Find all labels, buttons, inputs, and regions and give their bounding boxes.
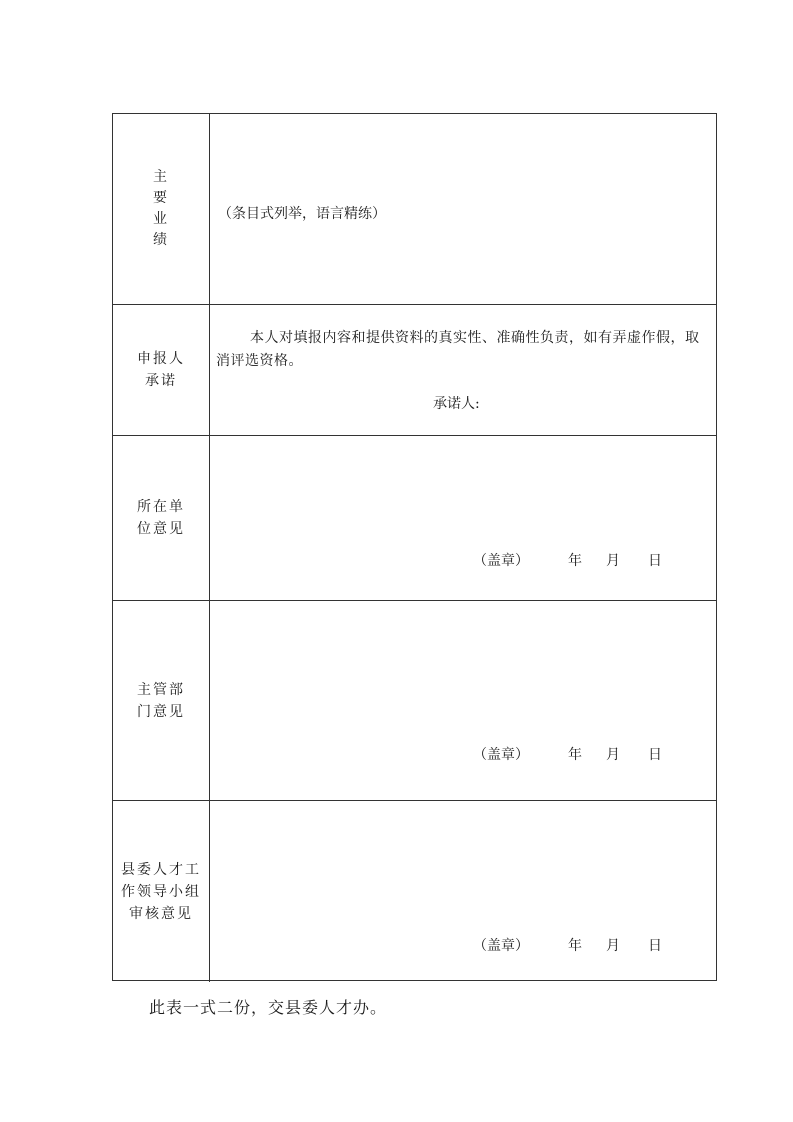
label-cell-committee-opinion	[113, 801, 210, 982]
dept-opinion-label: 主管部 门意见	[137, 681, 185, 720]
pledge-field	[210, 305, 716, 435]
unit-seal-label: （盖章）	[473, 553, 529, 569]
footer-note: 此表一式二份，交县委人才办。	[149, 998, 388, 1017]
label-cell-achievements	[113, 114, 210, 304]
row-achievements	[113, 114, 716, 305]
application-form-table	[112, 113, 717, 981]
committee-opinion-field[interactable]	[210, 801, 716, 982]
committee-seal-label: （盖章）	[473, 938, 529, 954]
label-cell-dept-opinion	[113, 601, 210, 800]
row-pledge	[113, 305, 716, 436]
dept-opinion-field[interactable]	[210, 601, 716, 800]
committee-month-label: 月	[606, 938, 620, 954]
pledge-label: 申报人 承诺	[137, 351, 185, 389]
unit-day-label: 日	[648, 553, 662, 569]
row-dept-opinion	[113, 601, 716, 801]
achievements-label: 主 要 业 绩	[153, 169, 169, 248]
achievements-field[interactable]	[210, 114, 716, 304]
pledge-text: 本人对填报内容和提供资料的真实性、准确性负责，如有弄虚作假，取消评选资格。	[216, 330, 700, 369]
row-unit-opinion	[113, 436, 716, 601]
committee-opinion-label: 县委人才工 作领导小组 审核意见	[121, 861, 201, 922]
pledge-signer-label: 承诺人:	[433, 396, 480, 412]
unit-opinion-field[interactable]	[210, 436, 716, 600]
label-cell-pledge	[113, 305, 210, 435]
dept-year-label: 年	[568, 747, 582, 763]
label-cell-unit-opinion	[113, 436, 210, 600]
dept-day-label: 日	[648, 747, 662, 763]
unit-year-label: 年	[568, 553, 582, 569]
dept-seal-label: （盖章）	[473, 747, 529, 763]
achievements-hint: （条目式列举，语言精练）	[218, 206, 386, 222]
committee-year-label: 年	[568, 938, 582, 954]
unit-opinion-label: 所在单 位意见	[137, 499, 185, 537]
row-committee-opinion	[113, 801, 716, 982]
committee-day-label: 日	[648, 938, 662, 954]
dept-month-label: 月	[606, 747, 620, 763]
unit-month-label: 月	[606, 553, 620, 569]
